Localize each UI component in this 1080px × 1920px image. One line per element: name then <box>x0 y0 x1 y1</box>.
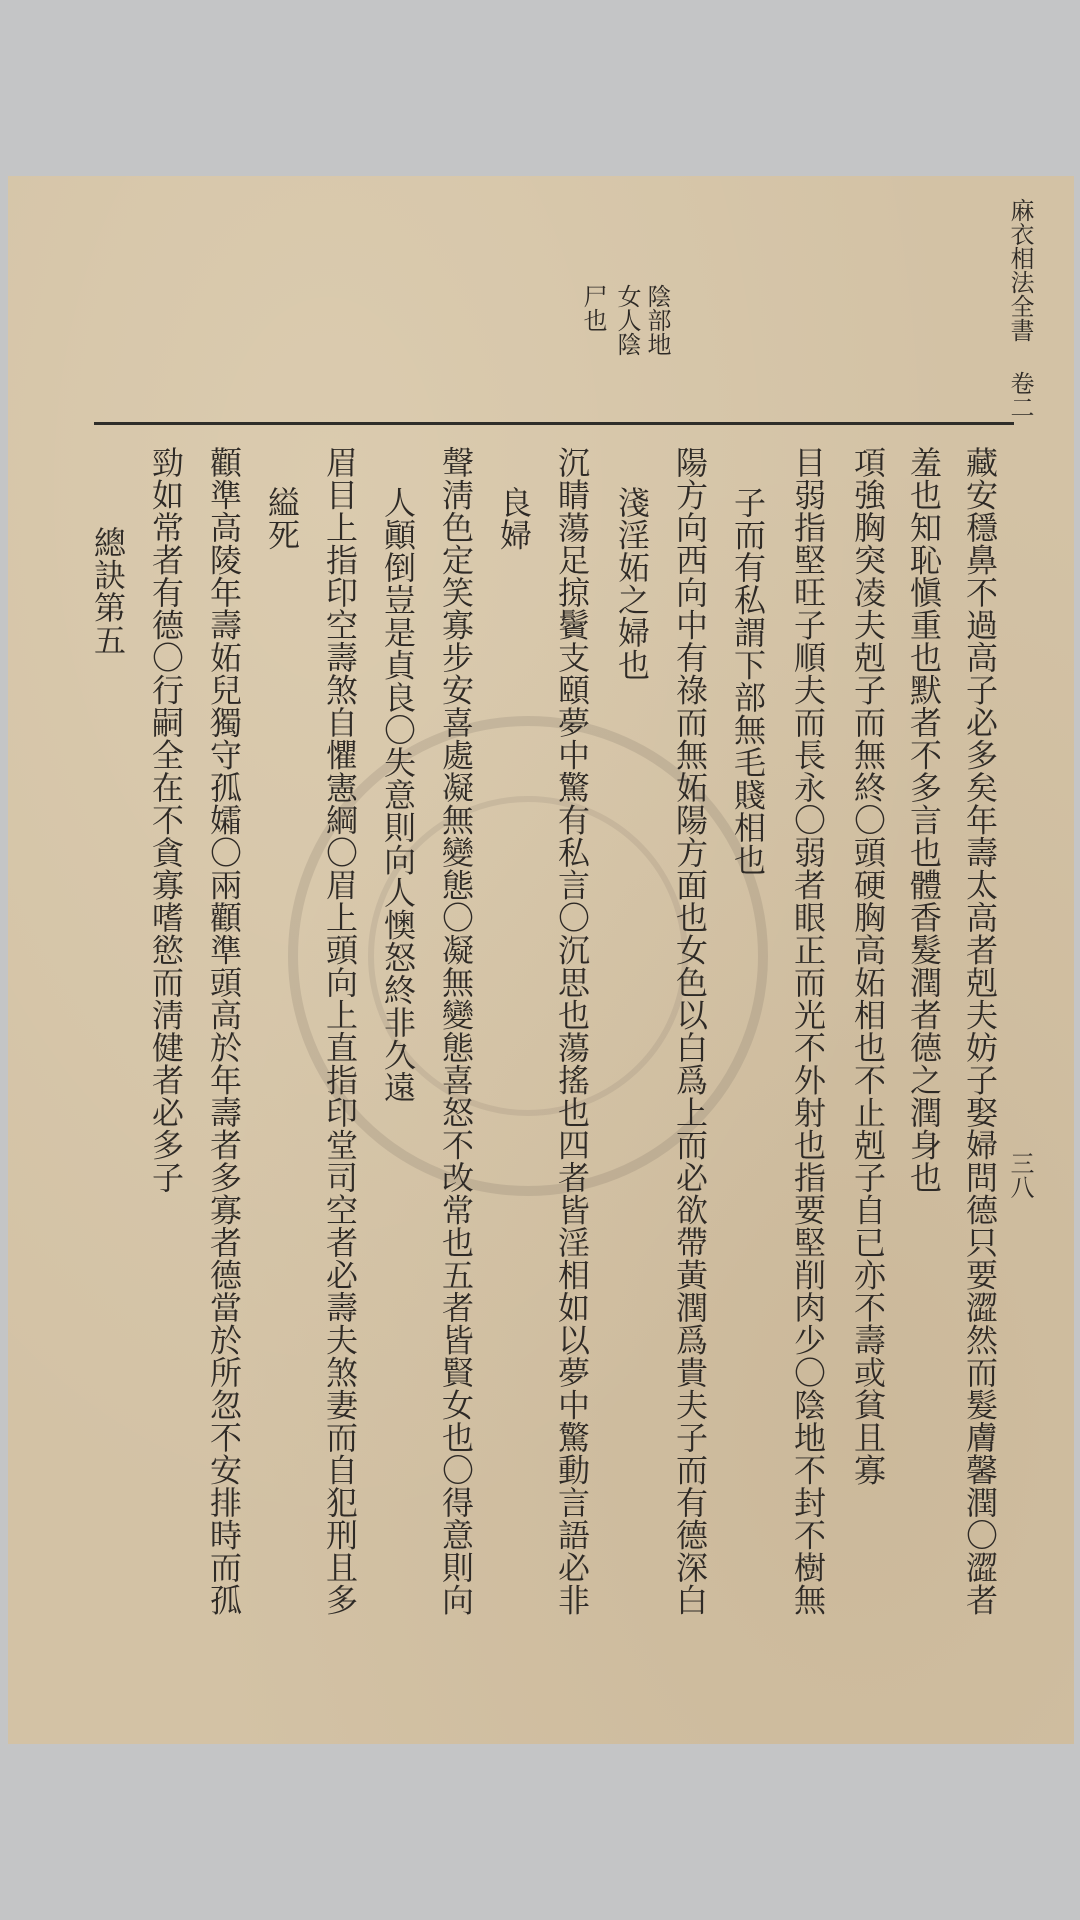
text-column: 人顚倒豈是貞良〇失意則向人懊怒終非久遠 <box>379 486 417 1104</box>
text-column: 子而有私謂下部無毛賤相也 <box>729 486 767 876</box>
section-heading: 總訣第五 <box>89 526 127 656</box>
text-column: 聲淸色定笑寡步安喜處凝無變態〇凝無變態喜怒不改常也五者皆賢女也〇得意則向 <box>437 446 475 1616</box>
text-column: 淺淫妬之婦也 <box>613 486 651 681</box>
text-column: 目弱指堅旺子順夫而長永〇弱者眼正而光不外射也指要堅削肉少〇陰地不封不樹無 <box>789 446 827 1616</box>
text-column: 眉目上指印空壽煞自懼憲綱〇眉上頭向上直指印堂司空者必壽夫煞妻而自犯刑且多 <box>321 446 359 1616</box>
book-title: 麻衣相法全書 <box>1006 198 1034 342</box>
text-column: 陽方向西向中有祿而無妬陽方面也女色以白爲上而必欲帶黃潤爲貴夫子而有德深白 <box>671 446 709 1616</box>
text-column: 良婦 <box>495 486 533 551</box>
annotation-col-3: 尸也 <box>579 284 607 332</box>
annotation-col-1: 陰部地 <box>643 284 671 356</box>
volume-label: 卷二 <box>1006 371 1034 419</box>
text-column: 顴準高陵年壽妬兒獨守孤孀〇兩顴準頭高於年壽者多寡者德當於所忽不安排時而孤 <box>205 446 243 1616</box>
book-page <box>8 176 1074 1744</box>
header-rule <box>94 422 1014 425</box>
text-column: 勁如常者有德〇行嗣全在不貪寡嗜慾而淸健者必多子 <box>147 446 185 1194</box>
text-column: 藏安穩鼻不過高子必多矣年壽太高者剋夫妨子娶婦問德只要澀然而髮膚馨潤〇澀者 <box>961 446 999 1616</box>
text-column: 項強胸突凌夫剋子而無終〇頭硬胸高妬相也不止剋子自已亦不壽或貧且寡 <box>849 446 887 1486</box>
text-column: 沉睛蕩足掠鬢支頤夢中驚有私言〇沉思也蕩搖也四者皆淫相如以夢中驚動言語必非 <box>553 446 591 1616</box>
page-number: 三八 <box>1006 1151 1034 1199</box>
annotation-col-2: 女人陰 <box>613 284 641 356</box>
text-column: 羞也知恥愼重也默者不多言也體香髮潤者德之潤身也 <box>905 446 943 1194</box>
text-column: 縊死 <box>263 486 301 551</box>
